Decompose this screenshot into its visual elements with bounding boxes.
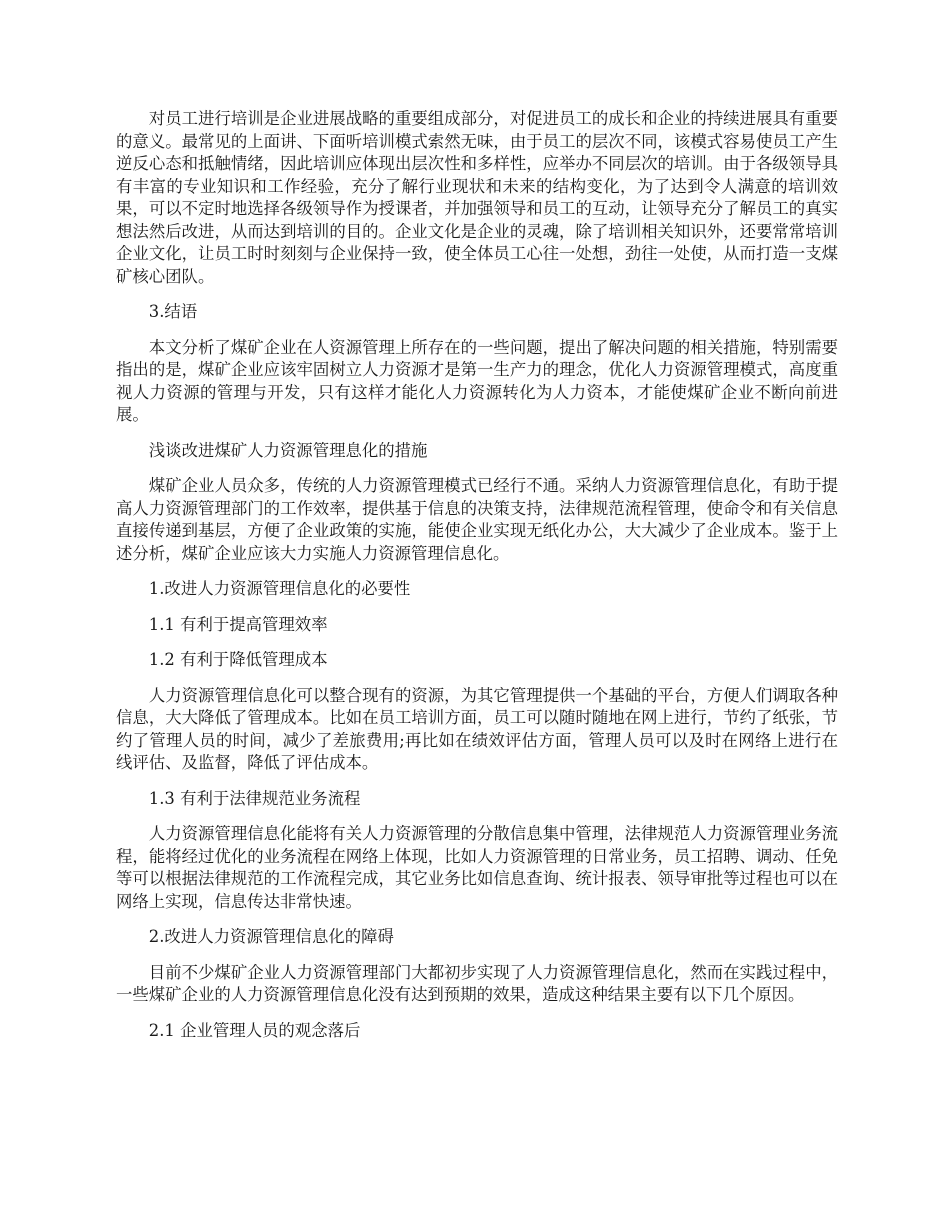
paragraph-intro: 煤矿企业人员众多，传统的人力资源管理模式已经行不通。采纳人力资源管理信息化，有助于提高人力资源管理部门的工作效率，提供基于信息的决策支持，法律规范流程管理，使命令和有关信息直接传递到基层，方便了企业政策的实施，能使企业实现无纸化办公，大大减少了企业成本。鉴于上述分析，煤矿企业应该大力实施人力资源管理信息化。 — [116, 476, 838, 563]
heading-obstacles: 2.改进人力资源管理信息化的障碍 — [148, 927, 394, 946]
heading-conclusion: 3.结语 — [148, 302, 198, 321]
document-page — [116, 108, 838, 1055]
heading-cost: 1.2 有利于降低管理成本 — [148, 650, 328, 669]
heading-efficiency: 1.1 有利于提高管理效率 — [148, 614, 328, 634]
paragraph-cost: 人力资源管理信息化可以整合现有的资源，为其它管理提供一个基础的平台，方便人们调取各种信息，大大降低了管理成本。比如在员工培训方面，员工可以随时随地在网上进行，节约了纸张，节约了管理人员的时间，减少了差旅费用;再比如在绩效评估方面，管理人员可以及时在网络上进行在线评估、及监督，降低了评估成本。 — [116, 685, 838, 772]
paragraph-training: 对员工进行培训是企业进展战略的重要组成部分，对促进员工的成长和企业的持续进展具有重要的意义。最常见的上面讲、下面听培训模式索然无味，由于员工的层次不同，该模式容易使员工产生逆反心态和抵触情绪，因此培训应体现出层次性和多样性，应举办不同层次的培训。由于各级领导具有丰富的专业知识和工作经验，充分了解行业现状和未来的结构变化，为了达到令人满意的培训效果，可以不定时地选择各级领导作为授课者，并加强领导和员工的互动，让领导充分了解员工的真实想法然后改进，从而达到培训的目的。企业文化是企业的灵魂，除了培训相关知识外，还要常常培训企业文化，让员工时时刻刻与企业保持一致，使全体员工心往一处想，劲往一处使，从而打造一支煤矿核心团队。 — [116, 109, 838, 286]
heading-necessity: 1.改进人力资源管理信息化的必要性 — [148, 579, 411, 598]
heading-concept: 2.1 企业管理人员的观念落后 — [148, 1020, 361, 1040]
heading-process: 1.3 有利于法律规范业务流程 — [148, 788, 361, 808]
article-title: 浅谈改进煤矿人力资源管理息化的措施 — [148, 440, 428, 460]
paragraph-process: 人力资源管理信息化能将有关人力资源管理的分散信息集中管理，法律规范人力资源管理业务流程，能将经过优化的业务流程在网络上体现，比如人力资源管理的日常业务，员工招聘、调动、任免等可以根据法律规范的工作流程完成，其它业务比如信息查询、统计报表、领导审批等过程也可以在网络上实现，信息传达非常快速。 — [116, 824, 838, 911]
paragraph-obstacles: 目前不少煤矿企业人力资源管理部门大都初步实现了人力资源管理信息化，然而在实践过程中，一些煤矿企业的人力资源管理信息化没有达到预期的效果，造成这种结果主要有以下几个原因。 — [116, 962, 838, 1004]
paragraph-conclusion: 本文分析了煤矿企业在人资源管理上所存在的一些问题，提出了解决问题的相关措施，特别需要指出的是，煤矿企业应该牢固树立人力资源才是第一生产力的理念，优化人力资源管理模式，高度重视人力资源的管理与开发，只有这样才能化人力资源转化为人力资本，才能使煤矿企业不断向前进展。 — [116, 337, 838, 424]
